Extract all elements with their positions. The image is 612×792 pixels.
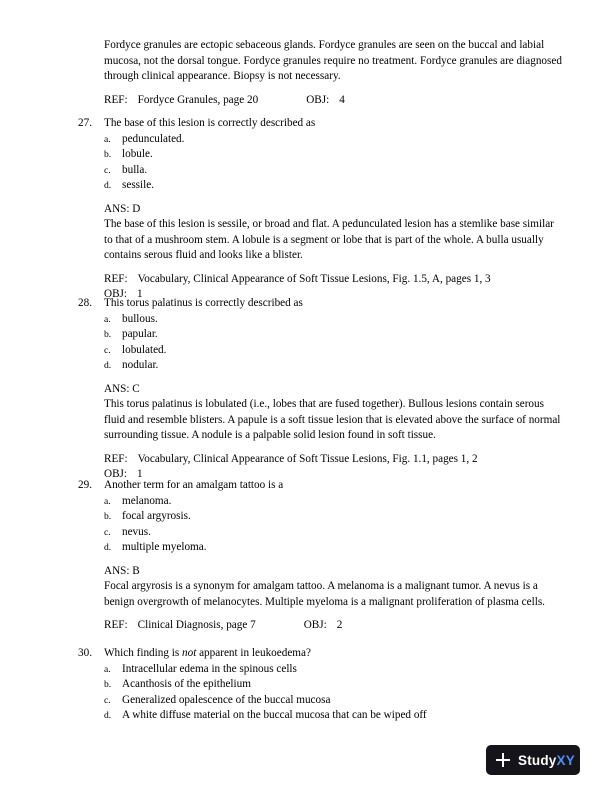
option-text: bullous.	[122, 312, 158, 325]
studyxy-badge[interactable]	[486, 745, 580, 775]
answer-section	[78, 564, 564, 611]
option-a	[78, 312, 564, 328]
option-c	[78, 525, 564, 541]
option-b	[78, 147, 564, 163]
option-d	[78, 358, 564, 374]
option-text: lobule.	[122, 148, 153, 160]
question-27	[78, 116, 564, 303]
option-letter: b.	[104, 329, 112, 340]
option-letter: d.	[104, 360, 112, 371]
option-text: A white diffuse material on the buccal mucosa that can be wiped off	[122, 709, 427, 721]
option-text: nodular.	[122, 359, 159, 371]
question-29	[78, 478, 564, 634]
brand-prefix: Study	[518, 752, 557, 768]
question-stem: This torus palatinus is correctly described as	[104, 297, 303, 309]
option-d	[78, 708, 564, 724]
option-letter: a.	[104, 663, 111, 675]
option-d	[78, 178, 564, 194]
intro-ref-text: Fordyce Granules, page 20	[137, 93, 259, 106]
obj-label: OBJ:	[104, 468, 128, 480]
option-letter: c.	[104, 526, 111, 538]
obj-value: 1	[137, 468, 143, 480]
answer-key: ANS: D	[104, 202, 141, 215]
obj-label: OBJ:	[303, 619, 327, 631]
obj-label: OBJ:	[104, 288, 128, 300]
option-letter: a.	[104, 495, 111, 507]
option-text: Intracellular edema in the spinous cells	[122, 662, 297, 675]
brand-suffix: XY	[556, 752, 575, 768]
ref-text: Clinical Diagnosis, page 7	[137, 619, 256, 631]
question-28	[78, 296, 564, 483]
stem-emphasis: not	[182, 647, 197, 659]
intro-obj-label: OBJ:	[306, 93, 330, 106]
answer-rationale: The base of this lesion is sessile, or broad and flat. A pedunculated lesion has a stemlike base similar to that of a mushroom stem. A lobule is a segment or lobe that is part of the whole. A bulla usually contains serous fluid and looks like a blister.	[104, 218, 554, 261]
option-b	[78, 509, 564, 525]
obj-value: 2	[336, 619, 343, 631]
question-number: 30.	[78, 647, 92, 659]
answer-section	[78, 382, 564, 444]
option-list	[78, 132, 564, 194]
brand-name	[518, 753, 575, 768]
intro-rationale: Fordyce granules are ectopic sebaceous glands. Fordyce granules are seen on the buccal and labial mucosa, not the dorsal tongue. Fordyce granules require no treatment. Fordyce granules are diagnosed through clinical appearance. Biopsy is not necessary.	[104, 39, 562, 82]
option-list	[78, 662, 564, 724]
stem-text: apparent in leukoedema?	[196, 647, 311, 659]
question-number: 29.	[78, 479, 92, 491]
question-number: 27.	[78, 117, 92, 129]
question-stem	[104, 646, 564, 662]
obj-value: 1	[137, 288, 143, 300]
option-text: sessile.	[122, 179, 155, 191]
answer-key: ANS: C	[104, 382, 140, 395]
answer-rationale: This torus palatinus is lobulated (i.e., lobes that are fused together). Bullous lesions contain serous fluid and resemble blisters. A papule is a soft tissue lesion that is elevated above the surface of normal surrounding tissue. A nodule is a palpable solid lesion found in soft tissue.	[104, 398, 561, 441]
ref-label: REF:	[104, 619, 128, 631]
option-text: papular.	[122, 328, 158, 340]
option-c	[78, 693, 564, 709]
ref-text: Vocabulary, Clinical Appearance of Soft Tissue Lesions, Fig. 1.1, pages 1, 2	[137, 452, 478, 465]
option-letter: d.	[104, 542, 112, 553]
option-a	[78, 132, 564, 148]
question-stem: The base of this lesion is correctly described as	[104, 117, 316, 129]
intro-reference	[104, 93, 564, 109]
option-text: melanoma.	[122, 494, 172, 507]
option-letter: b.	[104, 511, 112, 522]
option-a	[78, 494, 564, 510]
option-a	[78, 662, 564, 678]
intro-ref-label: REF:	[104, 93, 128, 106]
option-text: lobulated.	[122, 343, 167, 356]
option-letter: c.	[104, 694, 111, 706]
ref-text: Vocabulary, Clinical Appearance of Soft Tissue Lesions, Fig. 1.5, A, pages 1, 3	[137, 272, 491, 285]
question-number: 28.	[78, 297, 92, 309]
option-letter: b.	[104, 149, 112, 160]
option-d	[78, 540, 564, 556]
answer-rationale: Focal argyrosis is a synonym for amalgam tattoo. A melanoma is a malignant tumor. A nevus is a benign overgrowth of melanocytes. Multiple myeloma is a malignant proliferation of plasma cells.	[104, 580, 545, 608]
option-letter: d.	[104, 180, 112, 191]
reference-section	[78, 618, 564, 634]
option-c	[78, 163, 564, 179]
option-letter: c.	[104, 164, 111, 176]
question-stem: Another term for an amalgam tattoo is a	[104, 479, 284, 491]
answer-key: ANS: B	[104, 564, 140, 577]
option-letter: a.	[104, 313, 111, 325]
question-30	[78, 646, 564, 724]
option-text: focal argyrosis.	[122, 510, 191, 522]
option-letter: c.	[104, 344, 111, 356]
option-list	[78, 312, 564, 374]
option-text: nevus.	[122, 525, 151, 538]
option-text: multiple myeloma.	[122, 541, 207, 553]
option-text: Generalized opalescence of the buccal mucosa	[122, 693, 331, 706]
option-letter: b.	[104, 679, 112, 690]
option-b	[78, 677, 564, 693]
option-text: bulla.	[122, 163, 148, 176]
intro-section	[104, 38, 564, 108]
option-letter: a.	[104, 133, 111, 145]
option-letter: d.	[104, 710, 112, 721]
intro-obj-value: 4	[339, 93, 345, 106]
ref-label: REF:	[104, 452, 128, 465]
option-list	[78, 494, 564, 556]
answer-section	[78, 202, 564, 264]
option-text: pedunculated.	[122, 132, 185, 145]
ref-label: REF:	[104, 272, 128, 285]
plus-icon	[496, 753, 510, 767]
option-b	[78, 327, 564, 343]
option-c	[78, 343, 564, 359]
option-text: Acanthosis of the epithelium	[122, 678, 251, 690]
stem-text: Which finding is	[104, 647, 182, 659]
